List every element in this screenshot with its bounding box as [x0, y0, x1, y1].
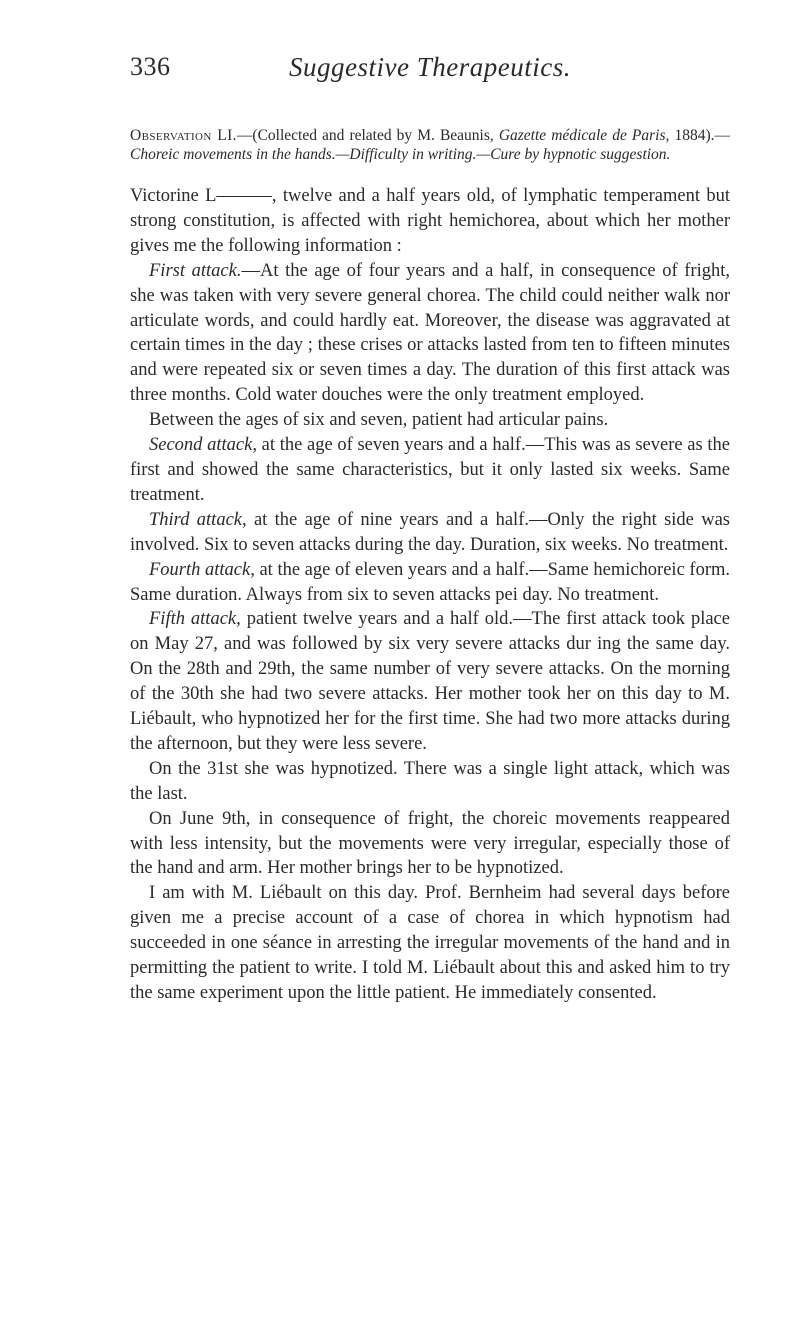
running-title: Suggestive Therapeutics.	[289, 52, 571, 82]
paragraph	[130, 558, 730, 608]
page-number: 336	[130, 52, 171, 81]
body-text	[130, 184, 730, 1006]
case-summary: Choreic movements in the hands.—Difficulty in writing.—Cure by hypnotic suggestion.	[130, 146, 671, 163]
observation-heading	[130, 126, 730, 164]
paragraph	[130, 259, 730, 408]
paragraph-text: patient twelve years and a half old.—The first attack took place on May 27, and was followed by six very severe attacks dur ing the same day. On the 28th and 29th, the same number of very severe attacks. On the morning of the 30th she had two severe attacks. Her mother took her on this day to M. Liébault, who hypnotized her for the first time. She had two more attacks during the afternoon, but they were less severe.	[130, 609, 730, 754]
running-head	[130, 52, 730, 92]
paragraph	[130, 881, 730, 1006]
paragraph-lead: Fourth attack,	[149, 559, 255, 580]
paragraph-lead: Fifth attack,	[149, 609, 241, 630]
paragraph-text: Between the ages of six and seven, patient had articular pains.	[149, 410, 609, 431]
paragraph-lead: Third attack,	[149, 509, 247, 530]
paragraph-lead: First attack.	[149, 260, 242, 281]
publication-year: 1884).—	[669, 127, 730, 144]
paragraph	[130, 408, 730, 433]
paragraph-text: at the age of nine years and a half.—Only the right side was involved. Six to seven attacks during the day. Duration, six weeks. No treatment.	[130, 509, 730, 555]
paragraph-text: On June 9th, in consequence of fright, the choreic movements reappeared with less intensity, but the movements were very irregular, especially those of the hand and arm. Her mother brings her to be hypnotized.	[130, 808, 730, 879]
paragraph-text: at the age of eleven years and a half.—Same hemichoreic form. Same duration. Always from six to seven attacks pei day. No treatment.	[130, 559, 730, 605]
observation-label: Observation LI.	[130, 127, 237, 144]
paragraph-text: —At the age of four years and a half, in consequence of fright, she was taken with very severe general chorea. The child could neither walk nor articulate words, and could hardly eat. Moreover, the disease was aggravated at certain times in the day ; these crises or attacks lasted from ten to fifteen minutes and were repeated six or seven times a day. The duration of this first attack was three months. Cold water douches were the only treatment employed.	[130, 260, 730, 406]
paragraph-lead: Second attack,	[149, 435, 257, 456]
paragraph-text: On the 31st she was hypnotized. There was a single light attack, which was the last.	[130, 758, 730, 804]
paragraph-text: at the age of seven years and a half.—This was as severe as the first and showed the same characteristics, but it only lasted six weeks. Same treatment.	[130, 435, 731, 505]
paragraph	[130, 184, 730, 259]
paragraph	[130, 433, 730, 508]
paragraph	[130, 807, 730, 882]
paragraph	[130, 607, 730, 756]
journal-title: Gazette médicale de Paris,	[498, 127, 670, 144]
paragraph	[130, 508, 730, 558]
page-content	[130, 126, 730, 1006]
observation-source: —(Collected and related by M. Beaunis,	[236, 127, 499, 144]
paragraph	[130, 757, 730, 807]
paragraph-text: Victorine L———, twelve and a half years old, of lymphatic temperament but strong constitution, is affected with right hemichorea, about which her mother gives me the following information :	[130, 186, 730, 256]
paragraph-text: I am with M. Liébault on this day. Prof. Bernheim had several days before given me a precise account of a case of chorea in which hypnotism had succeeded in one séance in arresting the irregular movements of the hand and in permitting the patient to write. I told M. Liébault about this and asked him to try the same experiment upon the little patient. He immediately consented.	[130, 883, 730, 1003]
